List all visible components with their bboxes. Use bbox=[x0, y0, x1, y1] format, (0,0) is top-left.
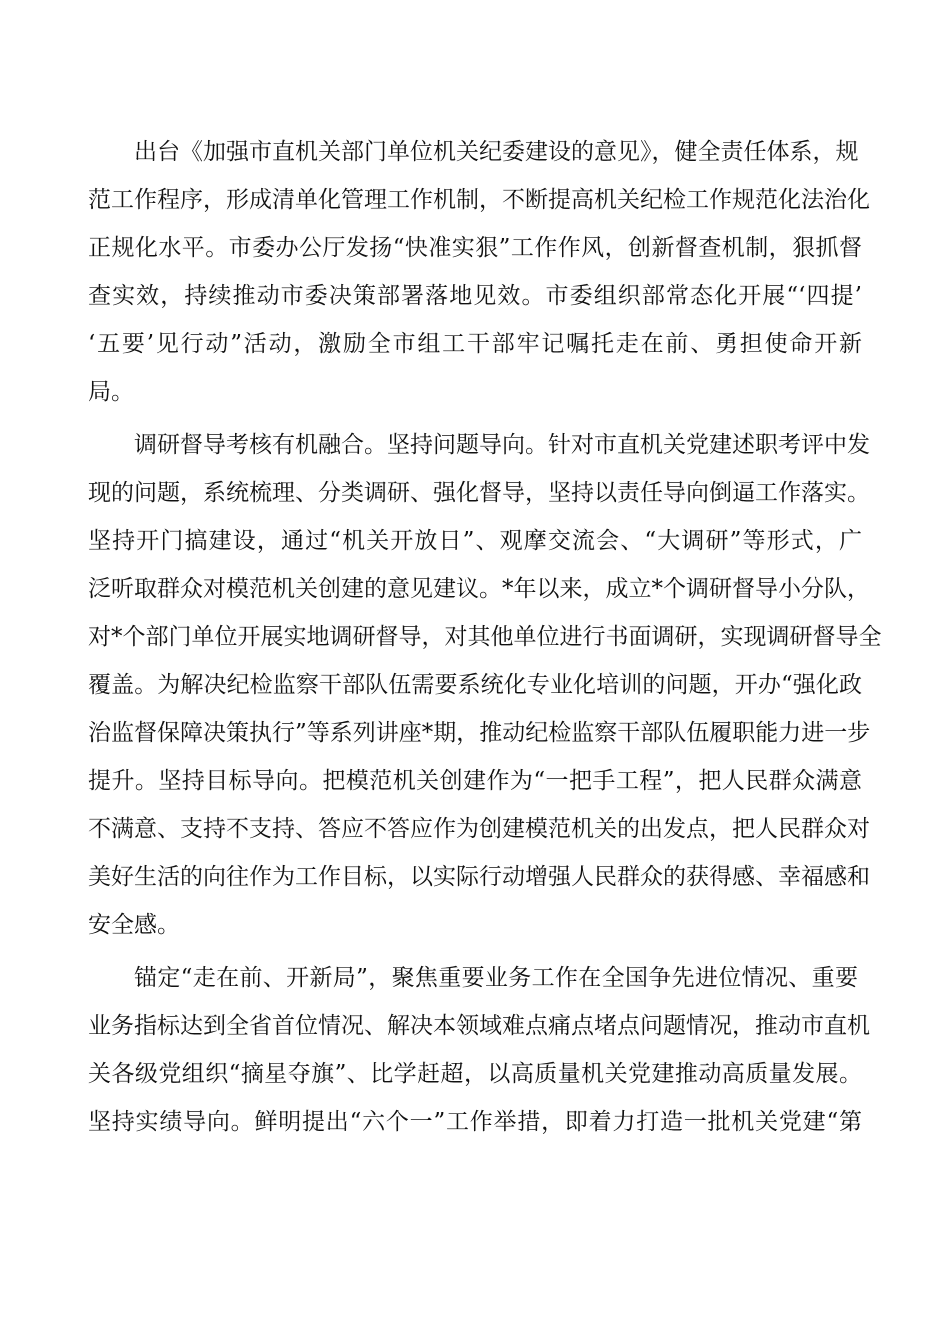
text-line: 泛听取群众对模范机关创建的意见建议。*年以来，成立*个调研督导小分队， bbox=[88, 576, 870, 602]
text-line: 正规化水平。市委办公厅发扬“快准实狠”工作作风，创新督查机制，狠抓督 bbox=[88, 235, 862, 261]
text-line: ‘五要’见行动”活动，激励全市组工干部牢记嘱托走在前、勇担使命开新 bbox=[88, 331, 862, 357]
text-line: 关各级党组织“摘星夺旗”、比学赶超，以高质量机关党建推动高质量发展。 bbox=[88, 1061, 862, 1087]
text-line: 提升。坚持目标导向。把模范机关创建作为“一把手工程”，把人民群众满意 bbox=[88, 768, 862, 794]
text-line: 坚持实绩导向。鲜明提出“六个一”工作举措，即着力打造一批机关党建“第 bbox=[88, 1109, 862, 1135]
text-line: 美好生活的向往作为工作目标，以实际行动增强人民群众的获得感、幸福感和 bbox=[88, 864, 870, 890]
text-line: 安全感。 bbox=[88, 912, 180, 938]
text-line: 现的问题，系统梳理、分类调研、强化督导，坚持以责任导向倒逼工作落实。 bbox=[88, 480, 870, 506]
text-line: 覆盖。为解决纪检监察干部队伍需要系统化专业化培训的问题，开办“强化政 bbox=[88, 672, 862, 698]
text-line: 范工作程序，形成清单化管理工作机制，不断提高机关纪检工作规范化法治化 bbox=[88, 187, 870, 213]
text-line: 调研督导考核有机融合。坚持问题导向。针对市直机关党建述职考评中发 bbox=[134, 432, 870, 458]
text-line: 治监督保障决策执行”等系列讲座*期，推动纪检监察干部队伍履职能力进一步 bbox=[88, 720, 871, 746]
text-line: 不满意、支持不支持、答应不答应作为创建模范机关的出发点，把人民群众对 bbox=[88, 816, 870, 842]
text-line: 业务指标达到全省首位情况、解决本领域难点痛点堵点问题情况，推动市直机 bbox=[88, 1013, 870, 1039]
text-line: 锚定“走在前、开新局”，聚焦重要业务工作在全国争先进位情况、重要 bbox=[134, 965, 858, 991]
text-line: 局。 bbox=[88, 379, 134, 405]
text-line: 出台《加强市直机关部门单位机关纪委建设的意见》，健全责任体系，规 bbox=[134, 139, 859, 165]
text-line: 坚持开门搞建设，通过“机关开放日”、观摩交流会、“大调研”等形式，广 bbox=[88, 528, 862, 554]
text-line: 查实效，持续推动市委决策部署落地见效。市委组织部常态化开展“‘四提’ bbox=[88, 283, 862, 309]
text-line: 对*个部门单位开展实地调研督导，对其他单位进行书面调研，实现调研督导全 bbox=[88, 624, 882, 650]
